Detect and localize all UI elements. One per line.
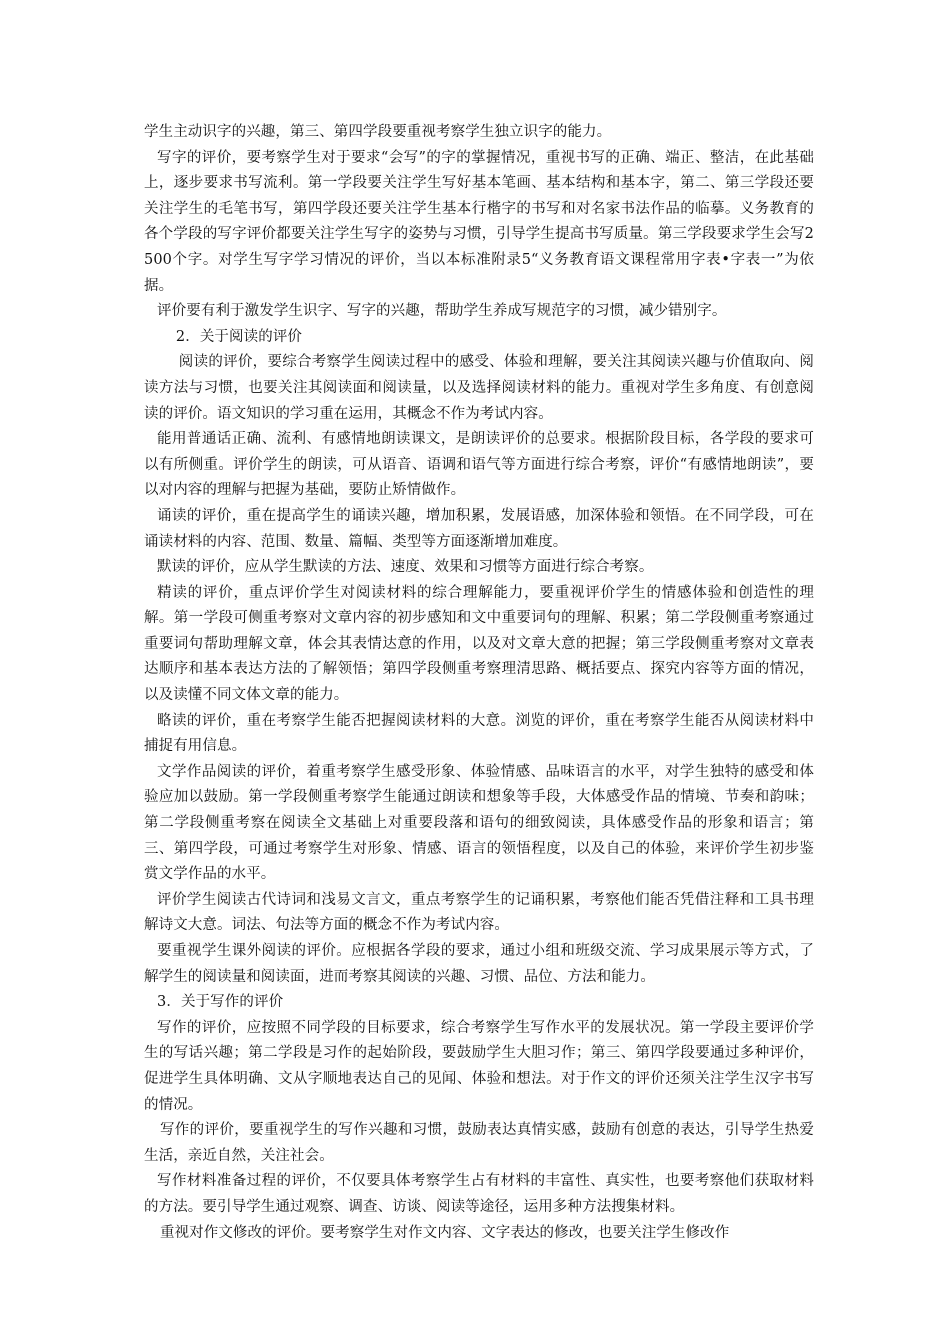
- paragraph: 写作的评价，要重视学生的写作兴趣和习惯，鼓励表达真情实感，鼓励有创意的表达，引导学生热爱生活，亲近自然，关注社会。: [144, 1122, 814, 1164]
- paragraph: 重视对作文修改的评价。要考察学生对作文内容、文字表达的修改，也要关注学生修改作: [159, 1224, 730, 1241]
- paragraph: 要重视学生课外阅读的评价。应根据各学段的要求，通过小组和班级交流、学习成果展示等方式，了解学生的阅读量和阅读面，进而考察其阅读的兴趣、习惯、品位、方法和能力。: [144, 943, 814, 985]
- document-body: [144, 120, 814, 1246]
- paragraph: 诵读的评价，重在提高学生的诵读兴趣，增加积累，发展语感，加深体验和领悟。在不同学段，可在诵读材料的内容、范围、数量、篇幅、类型等方面逐渐增加难度。: [144, 507, 814, 550]
- paragraph: 学生主动识字的兴趣，第三、第四学段要重视考察学生独立识字的能力。: [144, 124, 612, 140]
- paragraph: 写字的评价，要考察学生对于要求“会写”的字的掌握情况，重视书写的正确、端正、整洁，在此基础上，逐步要求书写流利。第一学段要关注学生写好基本笔画、基本结构和基本字，第二、第三学段还要关注学生的毛笔书写，第四学段还要关注学生基本行楷字的书写和对名家书法作品的临摹。义务教育的各个学段的写字评价都要关注学生写字的姿势与习惯，引导学生提高书写质量。第三学段要求学生会写2500个字。对学生写字学习情况的评价，当以本标准附录5“义务教育语文课程常用字表•字表一”为依据。: [144, 149, 814, 294]
- paragraph: 写作材料准备过程的评价，不仅要具体考察学生占有材料的丰富性、真实性，也要考察他们获取材料的方法。要引导学生通过观察、调查、访谈、阅读等途径，运用多种方法搜集材料。: [144, 1173, 814, 1215]
- paragraph: 写作的评价，应按照不同学段的目标要求，综合考察学生写作水平的发展状况。第一学段主要评价学生的写话兴趣；第二学段是习作的起始阶段，要鼓励学生大胆习作；第三、第四学段要通过多种评价，促进学生具体明确、文从字顺地表达自己的见闻、体验和想法。对于作文的评价还须关注学生汉字书写的情况。: [144, 1019, 814, 1113]
- paragraph: 文学作品阅读的评价，着重考察学生感受形象、体验情感、品味语言的水平，对学生独特的感受和体验应加以鼓励。第一学段侧重考察学生能通过朗读和想象等手段，大体感受作品的情境、节奏和韵味；第二学段侧重考察在阅读全文基础上对重要段落和语句的细致阅读，具体感受作品的形象和语言；第三、第四学段，可通过考察学生对形象、情感、语言的领悟程度，以及自己的体验，来评价学生初步鉴赏文学作品的水平。: [144, 763, 814, 883]
- paragraph: 能用普通话正确、流利、有感情地朗读课文，是朗读评价的总要求。根据阶段目标，各学段的要求可以有所侧重。评价学生的朗读，可从语音、语调和语气等方面进行综合考察，评价“有感情地朗读”，要以对内容的理解与把握为基础，要防止矫情做作。: [144, 431, 814, 499]
- paragraph: 评价学生阅读古代诗词和浅易文言文，重点考察学生的记诵积累，考察他们能否凭借注释和工具书理解诗文大意。词法、句法等方面的概念不作为考试内容。: [144, 891, 814, 934]
- paragraph: 略读的评价，重在考察学生能否把握阅读材料的大意。浏览的评价，重在考察学生能否从阅读材料中捕捉有用信息。: [144, 712, 814, 755]
- paragraph: 阅读的评价，要综合考察学生阅读过程中的感受、体验和理解，要关注其阅读兴趣与价值取向、阅读方法与习惯，也要关注其阅读面和阅读量，以及选择阅读材料的能力。重视对学生多角度、有创意阅读的评价。语文知识的学习重在运用，其概念不作为考试内容。: [144, 354, 814, 422]
- section-heading-writing: 3．关于写作的评价: [157, 994, 284, 1011]
- paragraph: 默读的评价，应从学生默读的方法、速度、效果和习惯等方面进行综合考察。: [157, 559, 654, 576]
- paragraph: 精读的评价，重点评价学生对阅读材料的综合理解能力，要重视评价学生的情感体验和创造性的理解。第一学段可侧重考察对文章内容的初步感知和文中重要词句的理解、积累；第二学段侧重考察通过重要词句帮助理解文章，体会其表情达意的作用，以及对文章大意的把握；第三学段侧重考察对文章表达顺序和基本表达方法的了解领悟；第四学段侧重考察理清思路、概括要点、探究内容等方面的情况，以及读懂不同文体文章的能力。: [144, 584, 814, 704]
- paragraph: 评价要有利于激发学生识字、写字的兴趣，帮助学生养成写规范字的习惯，减少错别字。: [157, 303, 727, 320]
- section-heading-reading: 2．关于阅读的评价: [175, 328, 303, 345]
